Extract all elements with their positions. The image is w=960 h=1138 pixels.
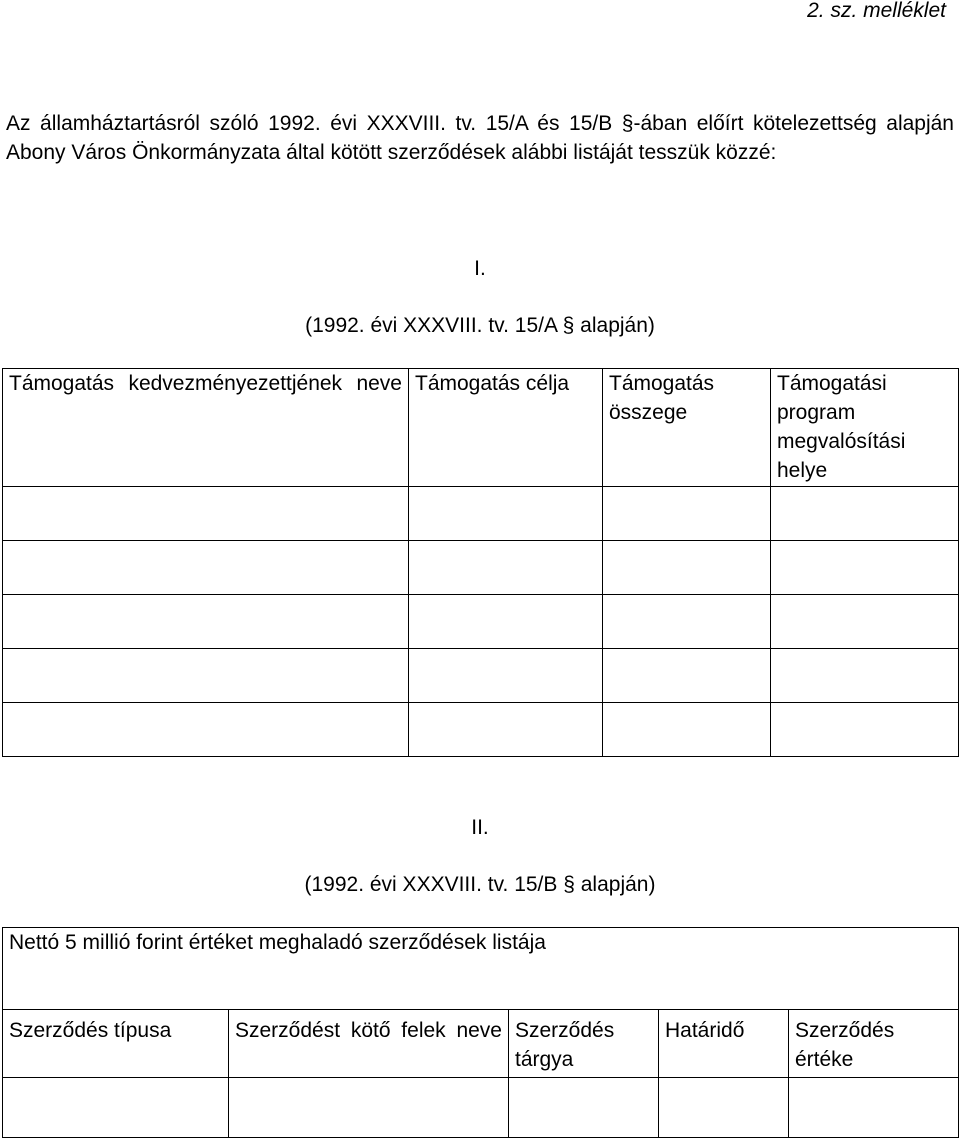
intro-paragraph: Az államháztartásról szóló 1992. évi XXXVIII. tv. 15/A és 15/B §-ában előírt kötelezettség alapján Abony Város Önkormányzata által kötött szerződések alábbi listáját tesszük közzé:: [6, 112, 954, 164]
section-2-reference: (1992. évi XXXVIII. tv. 15/B § alapján): [304, 873, 656, 896]
table-row: [3, 649, 959, 703]
section-2-number: II.: [471, 816, 489, 839]
table-row: [3, 595, 959, 649]
contracts-table: [2, 927, 959, 1138]
col-purpose: Támogatás célja: [409, 369, 603, 487]
section-1-number: I.: [474, 257, 486, 280]
col-location: Támogatási program megvalósítási helye: [771, 369, 959, 487]
col-contracting-parties: Szerződést kötő felek neve: [229, 1010, 509, 1078]
col-beneficiary-name: Támogatás kedvezményezettjének neve: [3, 369, 409, 487]
table-row: [3, 487, 959, 541]
col-deadline: Határidő: [659, 1010, 789, 1078]
contracts-table-title-row: [3, 928, 959, 1010]
col-contract-type: Szerződés típusa: [3, 1010, 229, 1078]
support-table-header: [3, 369, 959, 487]
col-contract-subject: Szerződés tárgya: [509, 1010, 659, 1078]
col-amount: Támogatás összege: [603, 369, 771, 487]
section-1-reference: (1992. évi XXXVIII. tv. 15/A § alapján): [305, 314, 655, 337]
contracts-table-header: [3, 1010, 959, 1078]
table-row: [3, 1078, 959, 1138]
table-row: [3, 703, 959, 757]
col-contract-value: Szerződés értéke: [789, 1010, 959, 1078]
annex-label: 2. sz. melléklet: [807, 0, 946, 22]
support-table: [2, 368, 959, 757]
table-row: [3, 541, 959, 595]
contracts-table-title: Nettó 5 millió forint értéket meghaladó szerződések listája: [3, 928, 959, 1010]
